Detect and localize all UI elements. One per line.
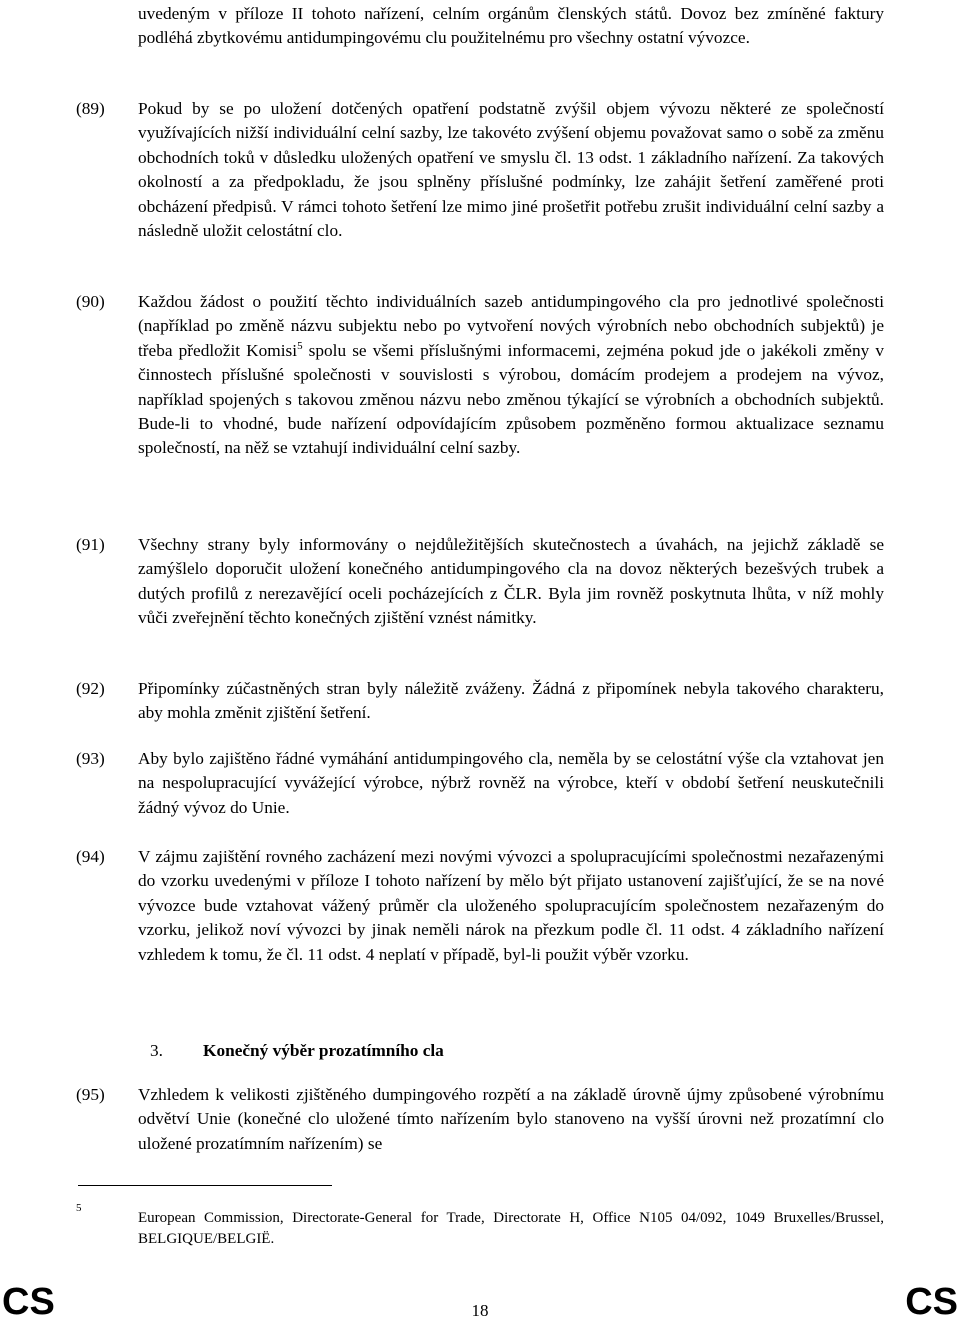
paragraph-number: (90) [76,292,105,311]
paragraph-text: Všechny strany byly informovány o nejdůležitějších skutečnostech a úvahách, na jejichž základě se zamýšlelo doporučit uložení konečného antidumpingového cla na dovoz některých bezešvých trubek a dutých profilů z nerezavějící oceli pocházejících z ČLR. Byla jim rovněž poskytnuta lhůta, v níž mohly vůči zveřejnění těchto konečných zjištění vznést námitky. [138,535,884,628]
paragraph-text: Vzhledem k velikosti zjištěného dumpingového rozpětí a na základě úrovně újmy způsobené výrobnímu odvětví Unie (konečné clo uložené tímto nařízením bylo stanoveno na vyšší úrovni než prozatímní clo uložené prozatímním nařízením) se [138,1085,884,1153]
footnote-text: European Commission, Directorate-General for Trade, Directorate H, Office N105 04/092, 1049 Bruxelles/Brussel, BELGIQUE/BELGIË. [138,1210,884,1247]
language-code-left: CS [2,1281,55,1323]
paragraph-text: Pokud by se po uložení dotčených opatření podstatně zvýšil objem vývozu některé ze společností využívajících nižší individuální celní sazby, lze takovéto zvýšení objemu považovat samo o sobě za změnu obchodních toků v důsledku uložených opatření ve smyslu čl. 13 odst. 1 základního nařízení. Za takových okolností a za předpokladu, že jsou splněny příslušné podmínky, lze zahájit šetření zaměřené proti obcházení předpisů. V rámci tohoto šetření lze mimo jiné prošetřit potřebu zrušit individuální celní sazby a následně uložit celostátní clo. [138,99,884,241]
paragraph-number: (94) [76,847,105,866]
paragraph-text-part: Každou žádost o použití těchto individuálních sazeb antidumpingového cla pro jednotlivé společnosti (například po změně názvu subjektu nebo po vytvoření nových výrobních nebo obchodních subjektů) je třeba předložit Komisi [138,292,884,360]
footnote-reference: 5 [297,340,303,353]
section-number: 3. [150,1041,163,1060]
language-code-right: CS [905,1281,958,1323]
footnote-separator [78,1185,332,1186]
section-title: Konečný výběr prozatímního cla [203,1041,444,1060]
paragraph-number: (91) [76,535,105,554]
paragraph-number: (93) [76,749,105,768]
page-number: 18 [471,1301,489,1320]
paragraph-text [138,290,884,461]
paragraph-text: Připomínky zúčastněných stran byly náležitě zváženy. Žádná z připomínek nebyla takového charakteru, aby mohla změnit zjištění šetření. [138,679,884,723]
paragraph-number: (92) [76,679,105,698]
paragraph-number: (89) [76,99,105,118]
footnote-mark: 5 [76,1202,82,1214]
top-fragment: uvedeným v příloze II tohoto nařízení, celním orgánům členských států. Dovoz bez zmíněné faktury podléhá zbytkovému antidumpingovému clu použitelnému pro všechny ostatní vývozce. [138,4,884,48]
paragraph-text: V zájmu zajištění rovného zacházení mezi novými vývozci a spolupracujícími společnostmi nezařazenými do vzorku uvedenými v příloze I tohoto nařízení by mělo být přijato ustanovení zajišťující, že se na nové vývozce bude vztahovat vážený průměr cla uloženého spolupracujícím společnostem nezařazeným do vzorku, jelikož noví vývozci by jinak neměli nárok na přezkum podle čl. 11 odst. 4 základního nařízení vzhledem k tomu, že čl. 11 odst. 4 neplatí v případě, byl-li použit výběr vzorku. [138,847,884,964]
paragraph-text-part: spolu se všemi příslušnými informacemi, zejména pokud jde o jakékoli změny v činnostech příslušné společnosti v souvislosti s výrobou, domácím prodejem a prodejem na vývoz, například spojených s takovou změnou názvu nebo změnou týkající se výrobních a obchodních subjektů. Bude-li to vhodné, bude nařízení odpovídajícím způsobem pozměněno formou aktualizace seznamu společností, na něž se vztahují individuální celní sazby. [138,340,884,458]
paragraph-text: Aby bylo zajištěno řádné vymáhání antidumpingového cla, neměla by se celostátní výše cla vztahovat jen na nespolupracující vyvážející výrobce, nýbrž rovněž na výrobce, kteří v období šetření neuskutečnili žádný vývoz do Unie. [138,749,884,817]
paragraph-number: (95) [76,1085,105,1104]
